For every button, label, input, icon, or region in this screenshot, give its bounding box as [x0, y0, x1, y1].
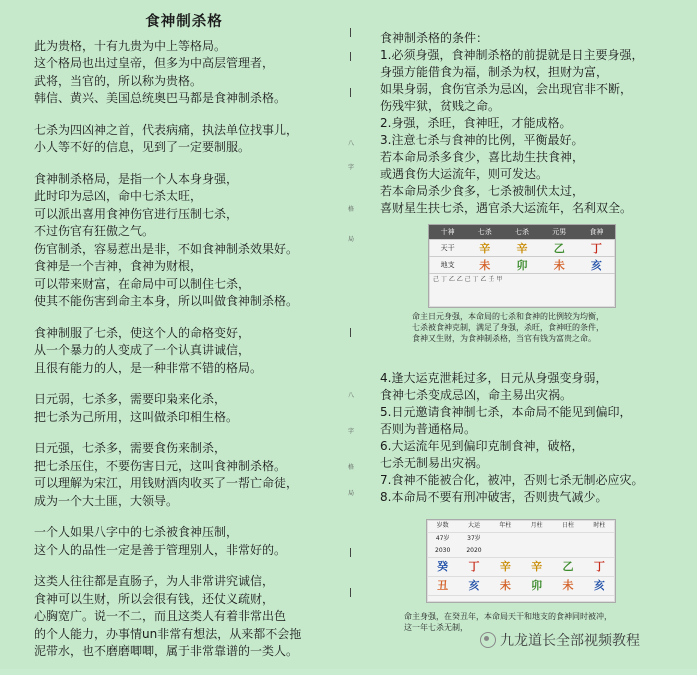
chart-head-cell: 食神: [589, 228, 604, 236]
chart-head-cell: 七杀: [515, 228, 529, 236]
chart2-branch: 亥: [458, 577, 489, 596]
chart-head-cell: 七杀: [477, 228, 492, 236]
chart2-branch: 未: [552, 577, 583, 596]
chart2-branch: 卯: [521, 577, 552, 596]
chart2-stem: 辛: [521, 558, 552, 577]
stem-cell: 丁: [590, 242, 602, 255]
divider-tick: [350, 548, 351, 557]
watermark-text: 九龙道长全部视频教程: [500, 633, 640, 649]
conditions-list-a: 1.必须身强，食神制杀格的前提就是日主要身强， 身强方能借食为福，制杀为权，担财为富， 如果身弱，食伤官杀为忌凶，会出现官非不断， 伤残牢狱，贫贱之命。 2.身强，杀旺，食神旺，才能成格。 3.注意七杀与食神的比例，平衡最好。 若本命局杀多食少，喜比劫生扶食神， 或遇食伤大运流年，则可发达。 若本命局杀少食多，七杀被制伏太过， 喜财星生扶七杀，遇官杀大运流年，名利双全。: [380, 48, 644, 215]
conditions-list-b: 4.逢大运克泄耗过多，日元从身强变身弱， 食神七杀变成忌凶，命主易出灾祸。 5.日元邀请食神制七杀，本命局不能见到偏印， 否则为普通格局。 6.大运流年见到偏印克制食神，破格， 七杀无制易出灾祸。 7.食神不能被合化，被冲，否则七杀无制必应灾。 8.本命局不要有刑冲破害，否则贵气减少。: [380, 371, 644, 504]
chart-branches-row: [429, 257, 615, 274]
divider-tick: [350, 52, 351, 61]
chart2-year: [584, 533, 615, 558]
paragraph: 日元弱，七杀多，需要印枭来化杀， 把七杀为己所用，这叫做杀印相生格。: [34, 392, 239, 424]
chart2-head: 日柱: [552, 520, 583, 533]
right-column-lower: [380, 370, 690, 506]
branch-cell: 卯: [516, 259, 528, 272]
chart2-year: [521, 533, 552, 558]
chart2-year: 37岁 2020: [458, 533, 489, 558]
wechat-channel-icon: [480, 632, 496, 648]
column-divider: [346, 28, 356, 628]
stem-cell: 辛: [516, 242, 528, 255]
stem-cell: 乙: [553, 242, 565, 255]
branch-cell: 未: [479, 259, 491, 272]
chart-head-cell: 十神: [440, 228, 455, 236]
branch-cell: 亥: [590, 259, 602, 272]
bazi-chart-1: [428, 224, 616, 308]
paragraph: 此为贵格，十有九贵为中上等格局。 这个格局也出过皇帝，但多为中高层管理者， 武将，当官的，所以称为贵格。 韩信、黄兴、美国总统奥巴马都是食神制杀格。: [34, 38, 287, 105]
right-column: [380, 30, 690, 217]
divider-text: 八: [347, 140, 354, 147]
paragraph: 日元强，七杀多，需要食伤来制杀， 把七杀压住，不要伤害日元，这叫食神制杀格。 可以理解为宋江，用钱财酒肉收买了一帮亡命徒， 成为一个大土匪，大领导。: [34, 441, 299, 508]
conditions-heading: 食神制杀格的条件：: [380, 31, 489, 45]
divider-tick: [350, 88, 351, 97]
chart2-year: [552, 533, 583, 558]
left-column: [34, 14, 334, 675]
paragraph: 一个人如果八字中的七杀被食神压制， 这个人的品性一定是善于管理别人，非常好的。: [34, 525, 287, 557]
chart2-head: 时柱: [584, 520, 615, 533]
divider-text: 格: [347, 464, 354, 471]
divider-text: 八: [347, 392, 354, 399]
chart2-year: 47岁 2030: [427, 533, 458, 558]
branch-cell: 未: [553, 259, 565, 272]
watermark: [480, 630, 640, 650]
chart2-stem: 辛: [490, 558, 521, 577]
divider-text: 字: [347, 428, 354, 435]
divider-text: 字: [347, 164, 354, 171]
paragraph: 七杀为四凶神之首，代表病痛，执法单位找事儿， 小人等不好的信息，见到了一定要制服。: [34, 122, 299, 154]
chart2-grid: [427, 520, 615, 596]
stem-cell: 辛: [479, 242, 491, 255]
divider-text: 局: [347, 236, 354, 243]
paragraph: 食神制服了七杀，使这个人的命格变好， 从一个暴力的人变成了一个认真讲诚信， 且很有能力的人，是一种非常不错的格局。: [34, 325, 263, 375]
chart-caption-2: 命主身强，在癸丑年，本命局天干和地支的食神同时被冲， 这一年七杀无制，: [404, 612, 612, 632]
bazi-chart-2: [426, 519, 616, 603]
chart2-head: 大运: [458, 520, 489, 533]
chart2-year: [490, 533, 521, 558]
divider-text: 局: [347, 490, 354, 497]
chart2-stem: 癸: [427, 558, 458, 577]
chart-header-row: [429, 225, 615, 240]
chart2-stem: 丁: [458, 558, 489, 577]
paragraph: 这类人往往都是直肠子，为人非常讲究诚信， 食神可以生财，所以会很有钱，还仗义疏财， 心胸宽广。说一不二，而且这类人有着非常出色 的个人能力，办事情un非常有想法，从来都不会拖 泥带水，也不磨磨唧唧，属于非常靠谱的一类人。: [34, 574, 302, 658]
chart-stems-row: [429, 240, 615, 257]
divider-text: 格: [347, 206, 354, 213]
chart-row-label: 天干: [440, 244, 455, 252]
chart2-head: 年柱: [490, 520, 521, 533]
hidden-stems: 己 丁 乙 乙 己 丁 乙 壬 甲: [433, 276, 503, 283]
chart-row-label: 地支: [440, 261, 455, 269]
page-title: 食神制杀格: [145, 14, 223, 30]
divider-tick: [350, 328, 351, 337]
chart-caption-1: 命主日元身强，本命局的七杀和食神的比例较为均衡， 七杀被食神克制，满足了身强，杀旺，食神旺的条件， 食神又生财，为食神制杀格，当官有钱为富贵之命。: [412, 312, 604, 343]
chart2-stem: 乙: [552, 558, 583, 577]
chart2-head: 岁数: [427, 520, 458, 533]
chart2-branch: 未: [490, 577, 521, 596]
divider-tick: [350, 28, 351, 37]
chart2-stem: 丁: [584, 558, 615, 577]
chart2-head: 月柱: [521, 520, 552, 533]
paragraph: 食神制杀格局，是指一个人本身身强， 此时印为忌凶，命中七杀太旺， 可以派出喜用食神伤官进行压制七杀， 不过伤官有狂傲之气。 伤官制杀，容易惹出是非，不如食神制杀效果好。 食神是一个吉神，食神为财根， 可以带来财富，在命局中可以制住七杀， 使其不能伤害到命主本身，所以叫做食神制杀格。: [34, 171, 299, 308]
divider-tick: [350, 588, 351, 597]
chart2-branch: 丑: [427, 577, 458, 596]
chart2-branch: 亥: [584, 577, 615, 596]
chart-head-cell: 元男: [552, 228, 567, 236]
